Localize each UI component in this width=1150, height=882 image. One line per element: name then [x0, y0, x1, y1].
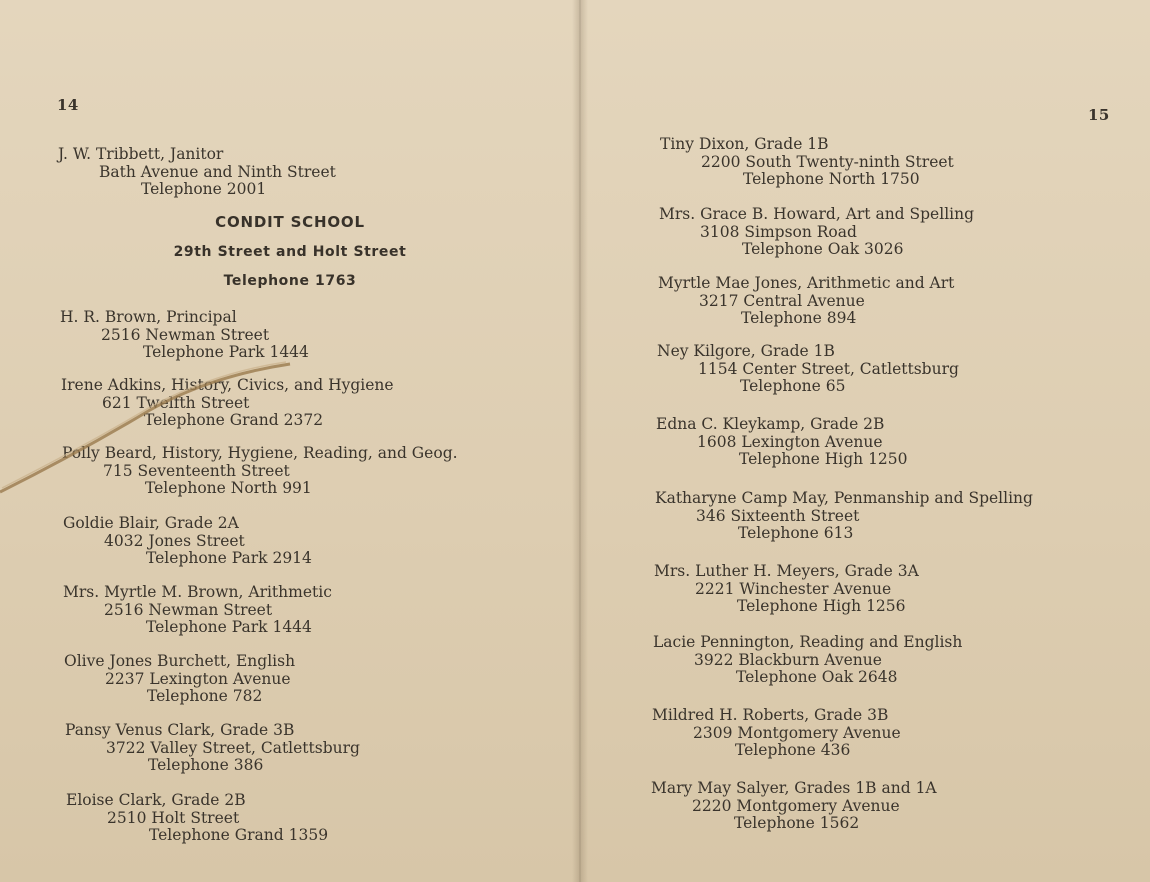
janitor-entry — [58, 146, 336, 199]
staff-entry — [658, 275, 954, 328]
staff-entry — [651, 780, 937, 833]
page-number-right: 15 — [1088, 106, 1110, 124]
entry-address: 4032 Jones Street — [104, 531, 245, 550]
entry-telephone: Telephone High 1256 — [737, 597, 906, 615]
entry-name-role: Olive Jones Burchett, English — [64, 652, 296, 670]
staff-entry — [656, 416, 908, 469]
entry-address: 3108 Simpson Road — [700, 222, 857, 241]
staff-entry — [659, 206, 974, 259]
entry-address: 3922 Blackburn Avenue — [694, 650, 882, 669]
entry-name-role: Goldie Blair, Grade 2A — [63, 514, 239, 532]
entry-address: 346 Sixteenth Street — [696, 506, 860, 525]
entry-telephone: Telephone Grand 1359 — [149, 826, 329, 844]
entry-address: Bath Avenue and Ninth Street — [99, 162, 336, 181]
entry-address: 3217 Central Avenue — [699, 291, 865, 310]
entry-address: 2309 Montgomery Avenue — [693, 723, 901, 742]
entry-name-role: Mary May Salyer, Grades 1B and 1A — [651, 779, 937, 797]
entry-telephone: Telephone 2001 — [141, 180, 267, 198]
page-number-left: 14 — [57, 96, 79, 114]
entry-name-role: Polly Beard, History, Hygiene, Reading, and Geog. — [62, 444, 458, 462]
entry-telephone: Telephone 613 — [738, 524, 854, 542]
entry-name-role: H. R. Brown, Principal — [60, 308, 237, 326]
entry-name-role: Lacie Pennington, Reading and English — [653, 633, 963, 651]
staff-entry — [66, 792, 328, 845]
entry-telephone: Telephone 386 — [148, 756, 264, 774]
entry-telephone: Telephone 436 — [735, 741, 851, 759]
entry-name-role: Katharyne Camp May, Penmanship and Spelling — [655, 489, 1033, 507]
entry-name-role: Ney Kilgore, Grade 1B — [657, 342, 835, 360]
entry-address: 1608 Lexington Avenue — [697, 432, 883, 451]
staff-entry — [64, 653, 295, 706]
entry-address: 715 Seventeenth Street — [103, 461, 290, 480]
entry-telephone: Telephone North 1750 — [743, 170, 920, 188]
staff-entry — [65, 722, 360, 775]
entry-name-role: J. W. Tribbett, Janitor — [58, 145, 224, 163]
staff-entry — [63, 515, 312, 568]
staff-entry — [654, 563, 919, 616]
school-address-heading: 29th Street and Holt Street — [173, 244, 407, 260]
book-gutter — [572, 0, 588, 882]
entry-telephone: Telephone 1562 — [734, 814, 860, 832]
entry-name-role: Tiny Dixon, Grade 1B — [660, 135, 829, 153]
entry-address: 2237 Lexington Avenue — [105, 669, 291, 688]
entry-telephone: Telephone Park 1444 — [143, 343, 309, 361]
entry-name-role: Irene Adkins, History, Civics, and Hygiene — [61, 376, 394, 394]
entry-name-role: Mildred H. Roberts, Grade 3B — [652, 706, 889, 724]
entry-telephone: Telephone 894 — [741, 309, 857, 327]
entry-name-role: Mrs. Luther H. Meyers, Grade 3A — [654, 562, 919, 580]
entry-telephone: Telephone Oak 2648 — [736, 668, 898, 686]
entry-name-role: Eloise Clark, Grade 2B — [66, 791, 246, 809]
staff-entry — [652, 707, 901, 760]
entry-address: 2220 Montgomery Avenue — [692, 796, 900, 815]
entry-telephone: Telephone North 991 — [145, 479, 312, 497]
entry-address: 2221 Winchester Avenue — [695, 579, 892, 598]
entry-name-role: Edna C. Kleykamp, Grade 2B — [656, 415, 885, 433]
entry-address: 2200 South Twenty-ninth Street — [701, 152, 954, 171]
school-name-heading: CONDIT SCHOOL — [215, 213, 365, 231]
entry-address: 1154 Center Street, Catlettsburg — [698, 359, 959, 378]
entry-name-role: Myrtle Mae Jones, Arithmetic and Art — [658, 274, 955, 292]
staff-entry — [63, 584, 332, 637]
entry-address: 3722 Valley Street, Catlettsburg — [106, 738, 360, 757]
entry-address: 2510 Holt Street — [107, 808, 240, 827]
entry-telephone: Telephone Oak 3026 — [742, 240, 904, 258]
staff-entry — [653, 634, 962, 687]
entry-name-role: Mrs. Myrtle M. Brown, Arithmetic — [63, 583, 332, 601]
entry-name-role: Mrs. Grace B. Howard, Art and Spelling — [659, 205, 975, 223]
staff-entry — [60, 309, 309, 362]
staff-entry — [660, 136, 954, 189]
entry-telephone: Telephone 65 — [740, 377, 846, 395]
paper-crease-mark — [0, 360, 300, 500]
entry-telephone: Telephone 782 — [147, 687, 263, 705]
staff-entry — [655, 490, 1033, 543]
school-telephone-heading: Telephone 1763 — [223, 273, 357, 289]
entry-name-role: Pansy Venus Clark, Grade 3B — [65, 721, 295, 739]
staff-entry — [657, 343, 959, 396]
entry-address: 2516 Newman Street — [104, 600, 273, 619]
entry-address: 621 Twelfth Street — [102, 393, 250, 412]
entry-telephone: Telephone Park 2914 — [146, 549, 312, 567]
entry-telephone: Telephone Park 1444 — [146, 618, 312, 636]
entry-telephone: Telephone Grand 2372 — [144, 411, 324, 429]
entry-telephone: Telephone High 1250 — [739, 450, 908, 468]
entry-address: 2516 Newman Street — [101, 325, 270, 344]
